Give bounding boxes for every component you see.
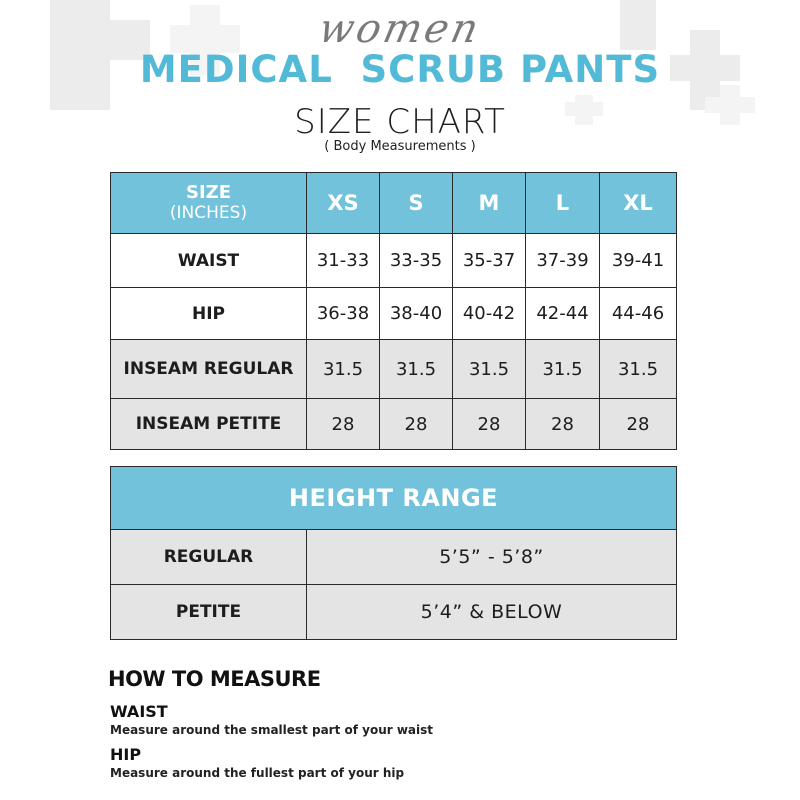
height-range-table: [110, 466, 677, 640]
table-row: [111, 530, 677, 585]
table-row: [111, 399, 677, 450]
table-cell: 28: [380, 399, 453, 450]
table-cell: 31.5: [307, 340, 380, 399]
row-label: HIP: [111, 288, 307, 340]
size-header-unit: (INCHES): [169, 203, 248, 223]
table-cell: 44-46: [600, 288, 677, 340]
measure-instruction: Measure around the fullest part of your hip: [110, 766, 405, 780]
table-cell: 36-38: [307, 288, 380, 340]
table-cell: 31.5: [380, 340, 453, 399]
size-column-header: L: [526, 173, 600, 234]
size-header-cell: [111, 173, 307, 234]
script-word: women: [314, 6, 486, 52]
measure-heading: WAIST: [110, 702, 168, 721]
table-cell: 39-41: [600, 234, 677, 288]
table-cell: 5’5” - 5’8”: [307, 530, 677, 585]
table-row: [111, 234, 677, 288]
height-range-title: HEIGHT RANGE: [111, 467, 677, 530]
table-cell: 35-37: [453, 234, 526, 288]
size-header-label: SIZE: [185, 182, 231, 203]
page-title: MEDICAL SCRUB PANTS: [139, 48, 661, 91]
measure-instruction: Measure around the smallest part of your waist: [110, 723, 434, 737]
table-cell: 28: [526, 399, 600, 450]
table-row: [111, 340, 677, 399]
size-column-header: XS: [307, 173, 380, 234]
size-table: [110, 172, 677, 450]
table-cell: 38-40: [380, 288, 453, 340]
measurement-note: ( Body Measurements ): [324, 139, 476, 154]
table-row: [111, 288, 677, 340]
table-cell: 31.5: [453, 340, 526, 399]
table-row: [111, 585, 677, 640]
section-title: SIZE CHART: [294, 102, 506, 142]
row-label: PETITE: [111, 585, 307, 640]
table-cell: 31-33: [307, 234, 380, 288]
table-cell: 28: [453, 399, 526, 450]
row-label: WAIST: [111, 234, 307, 288]
table-cell: 31.5: [600, 340, 677, 399]
table-cell: 5’4” & BELOW: [307, 585, 677, 640]
size-column-header: S: [380, 173, 453, 234]
table-cell: 37-39: [526, 234, 600, 288]
table-header-row: [111, 173, 677, 234]
row-label: INSEAM PETITE: [111, 399, 307, 450]
table-cell: 28: [600, 399, 677, 450]
table-cell: 28: [307, 399, 380, 450]
size-column-header: M: [453, 173, 526, 234]
table-cell: 40-42: [453, 288, 526, 340]
how-to-measure-title: HOW TO MEASURE: [108, 667, 321, 691]
row-label: INSEAM REGULAR: [111, 340, 307, 399]
table-cell: 42-44: [526, 288, 600, 340]
table-cell: 33-35: [380, 234, 453, 288]
row-label: REGULAR: [111, 530, 307, 585]
measure-heading: HIP: [110, 745, 142, 764]
height-header-row: [111, 467, 677, 530]
table-cell: 31.5: [526, 340, 600, 399]
size-column-header: XL: [600, 173, 677, 234]
